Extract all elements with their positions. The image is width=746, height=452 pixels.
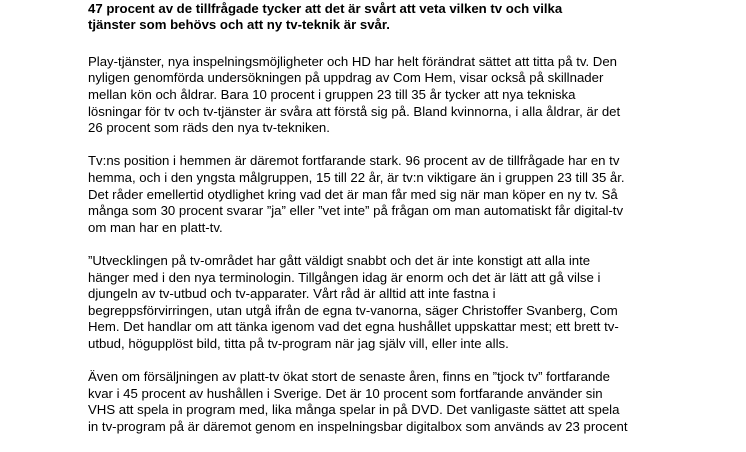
body-paragraph-2: Tv:ns position i hemmen är däremot fortfarande stark. 96 procent av de tillfrågade har en tv hemma, och i den yngsta målgruppen, 15 till 22 år, är tv:n viktigare än i gruppen 23 till 35 år. Det råder emellertid otydlighet kring vad det är man får med sig när man köper en ny tv. Så många som 30 procent svarar ”ja” eller ”vet inte” på frågan om man automatiskt får digital-tv om man har en platt-tv.: [88, 153, 625, 235]
body-paragraph-3: ”Utvecklingen på tv-området har gått väldigt snabbt och det är inte konstigt att alla inte hänger med i den nya terminologin. Tillgången idag är enorm och det är lätt att gå vilse i djungeln av tv-utbud och tv-apparater. Vårt råd är alltid att inte fastna i begreppsförvirringen, utan utgå ifrån de egna tv-vanorna, säger Christoffer Svanberg, Com Hem. Det handlar om att tänka igenom vad det egna hushållet uppskattar mest; ett brett tv- utbud, högupplöst bild, titta på tv-program när jag själv vill, eller inte alls.: [88, 252, 619, 351]
document-page: [88, 0, 678, 452]
body-paragraph-4: Även om försäljningen av platt-tv ökat stort de senaste åren, finns en ”tjock tv” fortfarande kvar i 45 procent av hushållen i Sverige. Det är 10 procent som fortfarande använder sin VHS att spela in program med, lika många spelar in på DVD. Det vanligaste sättet att spela in tv-program på är däremot genom en inspelningsbar digitalbox som används av 23 procent: [88, 369, 628, 434]
body-paragraph-1: Play-tjänster, nya inspelningsmöjligheter och HD har helt förändrat sättet att titta på tv. Den nyligen genomförda undersökningen på uppdrag av Com Hem, visar också på skillnader mellan kön och åldrar. Bara 10 procent i gruppen 23 till 35 år tycker att nya tekniska lösningar för tv och tv-tjänster är svåra att förstå sig på. Bland kvinnorna, i alla åldrar, är det 26 procent som räds den nya tv-tekniken.: [88, 53, 621, 136]
intro-paragraph: 47 procent av de tillfrågade tycker att det är svårt att veta vilken tv och vilka tjänster som behövs och att ny tv-teknik är svår.: [88, 0, 563, 33]
